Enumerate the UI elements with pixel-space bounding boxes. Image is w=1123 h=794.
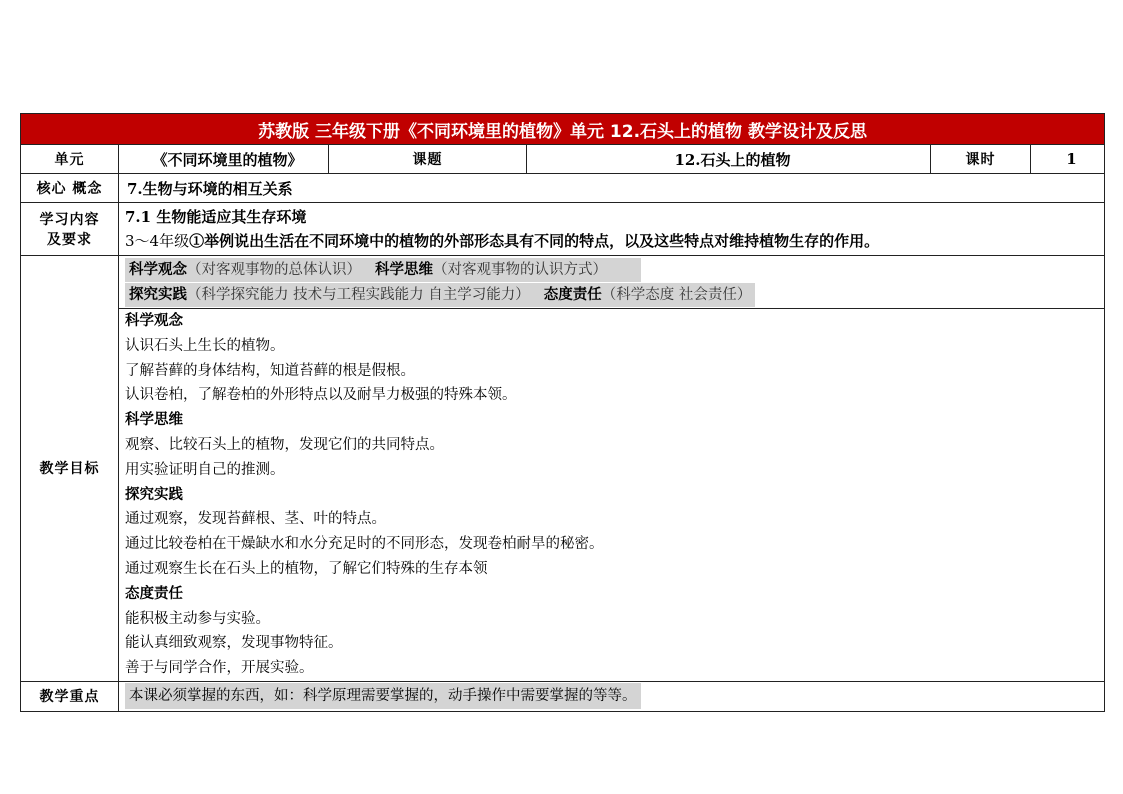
objective-item: 了解苔藓的身体结构，知道苔藓的根是假根。 (125, 362, 415, 379)
objective-item: 通过观察生长在石头上的植物，了解它们特殊的生存本领 (125, 560, 488, 577)
key-points-content (119, 681, 1105, 711)
objectives-list (119, 309, 1104, 681)
content-requirements-row (21, 203, 1105, 256)
period-value: 1 (1031, 145, 1105, 174)
objective-item: 认识卷柏，了解卷柏的外形特点以及耐旱力极强的特殊本领。 (125, 387, 517, 404)
core-concept-value: 7.生物与环境的相互关系 (119, 174, 1105, 203)
objective-item: 能积极主动参与实验。 (125, 610, 270, 627)
core-concept-label: 核心 概念 (21, 174, 119, 203)
key-points-row (21, 681, 1105, 711)
document-title: 苏教版 三年级下册《不同环境里的植物》单元 12.石头上的植物 教学设计及反思 (21, 114, 1105, 145)
unit-label: 单元 (21, 145, 119, 174)
unit-value: 《不同环境里的植物》 (119, 145, 329, 174)
objective-item: 通过比较卷柏在干燥缺水和水分充足时的不同形态，发现卷柏耐旱的秘密。 (125, 536, 604, 553)
objective-item: 善于与同学合作，开展实验。 (125, 660, 314, 677)
lesson-plan-table (20, 113, 1105, 712)
objective-heading: 科学观念 (125, 312, 183, 329)
period-label: 课时 (931, 145, 1031, 174)
objectives-label: 教学目标 (21, 256, 119, 682)
content-requirements-label (21, 203, 119, 256)
core-concept-row (21, 174, 1105, 203)
content-requirements-label-line1: 学习内容 (39, 212, 100, 228)
objective-heading: 科学思维 (125, 411, 183, 429)
objectives-content (119, 256, 1105, 682)
grade-range: 3～4年级 (125, 232, 190, 250)
content-requirements-label-line2: 及要求 (47, 232, 92, 248)
objective-item: 能认真细致观察，发现事物特征。 (125, 635, 343, 652)
objective-heading: 探究实践 (125, 485, 183, 503)
key-points-text: 本课必须掌握的东西，如：科学原理需要掌握的，动手操作中需要掌握的等等。 (125, 683, 641, 709)
key-points-label: 教学重点 (21, 681, 119, 711)
objective-item: 通过观察，发现苔藓根、茎、叶的特点。 (125, 511, 386, 528)
objective-item: 认识石头上生长的植物。 (125, 337, 285, 354)
topic-label: 课题 (329, 145, 527, 174)
dimension-tag-2: 探究实践（科学探究能力 技术与工程实践能力 自主学习能力） 态度责任（科学态度 社会责任） (125, 283, 755, 307)
dimension-tag-1: 科学观念（对客观事物的总体认识） 科学思维（对客观事物的认识方式） (125, 258, 641, 282)
content-requirements-line1: 7.1 生物能适应其生存环境 (125, 208, 307, 226)
info-row (21, 145, 1105, 174)
content-requirements-line2 (125, 229, 1098, 253)
objective-item: 观察、比较石头上的植物，发现它们的共同特点。 (125, 436, 444, 453)
requirement-text: ①举例说出生活在不同环境中的植物的外部形态具有不同的特点，以及这些特点对维持植物生存的作用。 (189, 232, 880, 250)
objective-heading: 态度责任 (125, 584, 183, 602)
topic-value: 12.石头上的植物 (527, 145, 931, 174)
objectives-row (21, 256, 1105, 682)
content-requirements-value (119, 203, 1105, 256)
objective-item: 用实验证明自己的推测。 (125, 461, 285, 478)
objectives-dimensions-band (119, 256, 1104, 309)
